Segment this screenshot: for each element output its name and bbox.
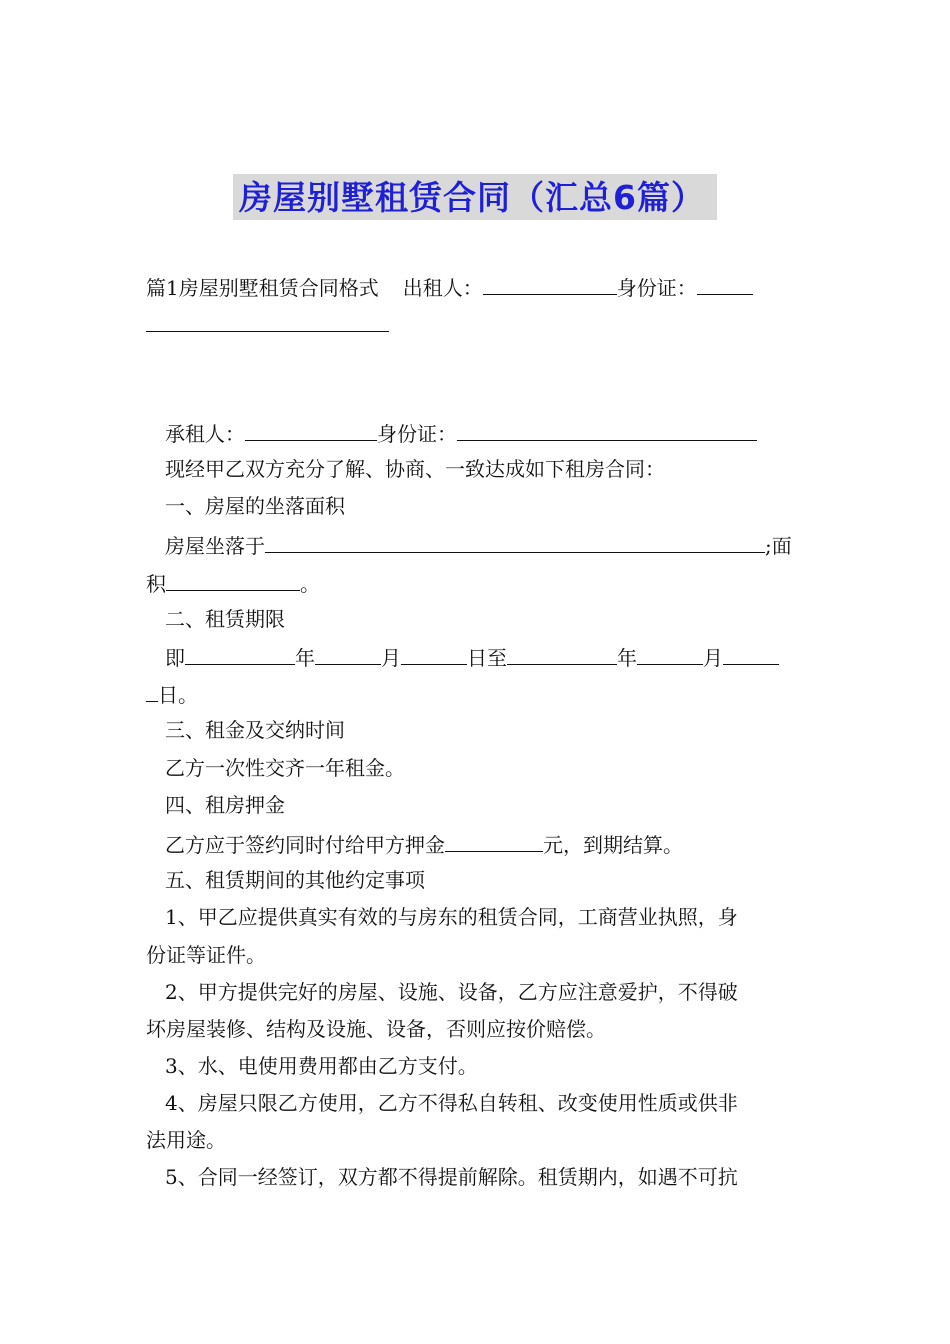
sec3-body: 乙方一次性交齐一年租金。 — [165, 756, 405, 780]
part-heading: 篇1房屋别墅租赁合同格式 — [146, 276, 379, 300]
lessor-label: 出租人： — [402, 276, 483, 300]
year-label: 年 — [295, 646, 315, 670]
sec5-heading: 五、租赁期间的其他约定事项 — [165, 868, 425, 892]
location-label: 房屋坐落于 — [165, 534, 265, 558]
sec5-item2-a: 2、甲方提供完好的房屋、设施、设备，乙方应注意爱护，不得破 — [165, 980, 738, 1004]
end-month-blank — [637, 644, 703, 665]
end-year-blank — [507, 644, 617, 665]
deposit-text: 乙方应于签约同时付给甲方押金 — [165, 833, 445, 857]
tenant-line — [165, 420, 757, 446]
tenant-blank — [245, 420, 377, 441]
sec5-item1-b: 份证等证件。 — [146, 943, 266, 967]
document-title: 房屋别墅租赁合同（汇总6篇） — [233, 174, 717, 220]
sec5-item4-b: 法用途。 — [146, 1128, 226, 1152]
start-day-blank — [401, 644, 467, 665]
day-end-label: 日。 — [158, 683, 198, 707]
sec5-item1-a: 1、甲乙应提供真实有效的与房东的租赁合同，工商营业执照，身 — [165, 905, 738, 929]
end-day-blank — [723, 644, 779, 665]
sec2-period-line — [165, 644, 779, 670]
deposit-blank — [445, 831, 543, 852]
sec2-end-line — [146, 681, 198, 707]
day-to-label: 日至 — [467, 646, 507, 670]
end-month-label: 月 — [703, 646, 723, 670]
header-line-cont — [146, 311, 389, 337]
area-tail: 。 — [300, 572, 320, 596]
tenant-label: 承租人： — [165, 422, 245, 446]
sec5-item4-a: 4、房屋只限乙方使用，乙方不得私自转租、改变使用性质或供非 — [165, 1091, 738, 1115]
sec4-body — [165, 831, 683, 857]
lessor-id-blank — [697, 274, 753, 295]
end-year-label: 年 — [617, 646, 637, 670]
sec5-item2-b: 坏房屋装修、结构及设施、设备，否则应按价赔偿。 — [146, 1017, 606, 1041]
start-month-blank — [315, 644, 381, 665]
month-label: 月 — [381, 646, 401, 670]
area-label: 积 — [146, 572, 166, 596]
sec2-heading: 二、租赁期限 — [165, 607, 285, 631]
deposit-tail: 元，到期结算。 — [543, 833, 683, 857]
lessor-id-blank-cont — [146, 311, 389, 332]
title-wrap — [0, 174, 950, 220]
tenant-id-label: 身份证： — [377, 422, 457, 446]
area-blank — [166, 570, 300, 591]
sec3-heading: 三、租金及交纳时间 — [165, 718, 345, 742]
sec1-location-line — [165, 532, 792, 558]
sec5-item3: 3、水、电使用费用都由乙方支付。 — [165, 1054, 478, 1078]
location-blank — [265, 532, 765, 553]
sec5-item5-a: 5、合同一经签订，双方都不得提前解除。租赁期内，如遇不可抗 — [165, 1165, 738, 1189]
sec1-heading: 一、房屋的坐落面积 — [165, 494, 345, 518]
sec4-heading: 四、租房押金 — [165, 793, 285, 817]
intro: 现经甲乙双方充分了解、协商、一致达成如下租房合同： — [165, 457, 665, 481]
end-day-blank-cont — [146, 681, 158, 702]
lessor-blank — [483, 274, 617, 295]
tenant-id-blank — [457, 420, 757, 441]
from-label: 即 — [165, 646, 185, 670]
area-end: ;面 — [765, 534, 792, 558]
start-year-blank — [185, 644, 295, 665]
sec1-area-line — [146, 570, 320, 596]
header-line — [146, 274, 753, 300]
lessor-id-label: 身份证： — [616, 276, 697, 300]
